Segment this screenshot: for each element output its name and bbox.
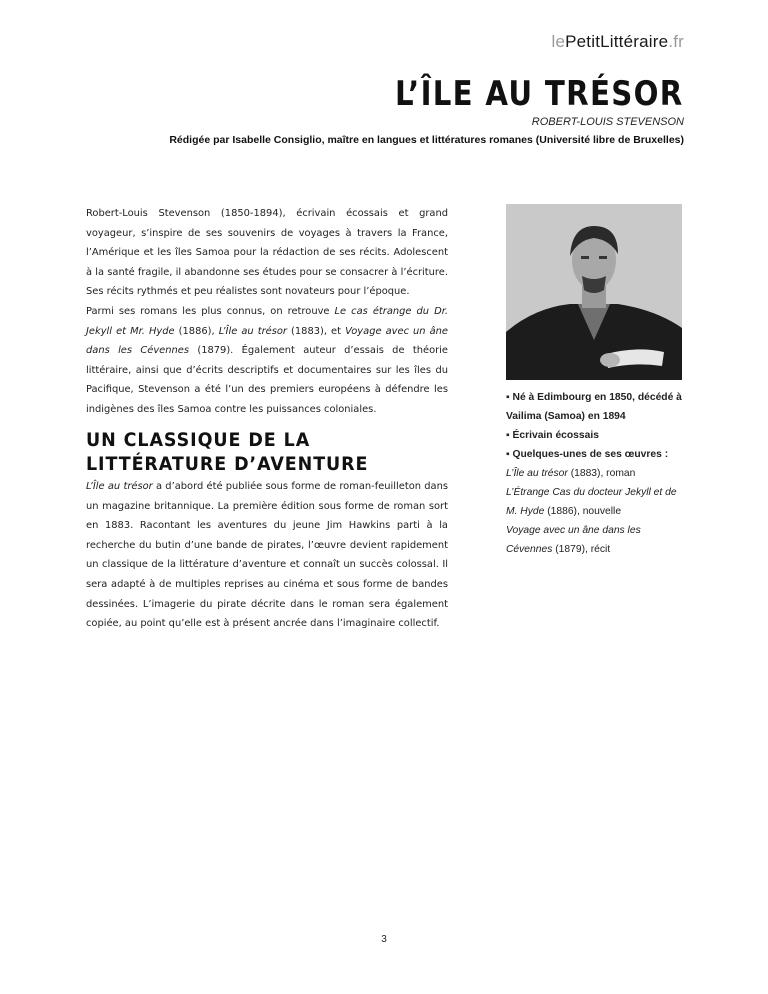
author-facts: [506, 388, 686, 559]
section-paragraph: [86, 477, 448, 634]
author-portrait: [506, 204, 682, 380]
fact-works: [506, 464, 686, 559]
section-heading: UN CLASSIQUE DE LA LITTÉRATURE D’AVENTURE: [86, 429, 369, 475]
logo-le: le: [551, 32, 566, 51]
work-title: L’Île au trésor: [506, 468, 568, 479]
page-title: L’ÎLE AU TRÉSOR: [395, 74, 684, 114]
portrait-illustration: [506, 204, 682, 380]
page-number: 3: [381, 934, 387, 945]
work-title: L’Étrange Cas du docteur Jekyll et de M. Hyde: [506, 487, 677, 517]
book-title-ile: L’Île au trésor: [86, 481, 153, 492]
book-title-voyage: Voyage avec un âne dans les Cévennes: [86, 325, 449, 357]
text-run: Parmi ses romans les plus connus, on retrouve: [86, 306, 335, 317]
book-title-ile: L’Île au trésor: [218, 325, 287, 337]
fact-works-heading: ▪ Quelques-unes de ses œuvres :: [506, 449, 669, 460]
text-run: a d’abord été publiée sous forme de roman-feuilleton dans un magazine britannique. La première édition sous forme de roman sort en 1883. Racontant les aventures du jeune Jim Hawkins parti à la recherche du butin d’une bande de pirates, l’œuvre devient rapidement un classique de la littérature d’aventure et connaît un succès colossal. Il sera adapté à de multiples reprises au cinéma et sous forme de bandes dessinées. L’imagerie du pirate décrite dans le roman sera également copiée, au point qu’elle est à présent ancrée dans l’imaginaire collectif.: [86, 481, 448, 630]
work-detail: (1886), nouvelle: [544, 506, 622, 517]
intro-paragraph-1: Robert-Louis Stevenson (1850-1894), écrivain écossais et grand voyageur, s’inspire de ses souvenirs de voyages à travers la France, l’Amérique et les îles Samoa pour la rédaction de ses récits. Adolescent à la santé fragile, il abandonne ses études pour se consacrer à l’écriture. Ses récits rythmés et peu réalistes sont novateurs pour l’époque.: [86, 208, 448, 298]
work-title: Voyage avec un âne dans les Cévennes: [506, 525, 641, 555]
redaction-credit: Rédigée par Isabelle Consiglio, maître en langues et littératures romanes (Université libre de Bruxelles): [169, 134, 684, 146]
book-title-jekyll: Le cas étrange du Dr. Jekyll et Mr. Hyde: [86, 306, 449, 337]
text-run: (1883), et: [286, 325, 346, 337]
work-detail: (1883), roman: [567, 468, 636, 479]
fact-nationality: ▪ Écrivain écossais: [506, 430, 599, 441]
site-logo: [551, 32, 684, 52]
fact-birth-death: ▪ Né à Edimbourg en 1850, décédé à Vailima (Samoa) en 1894: [506, 392, 682, 422]
logo-fr: .fr: [668, 32, 684, 51]
logo-petit-litteraire: PetitLittéraire: [565, 32, 669, 51]
intro-paragraph-2: [86, 302, 448, 420]
text-run: (1886),: [174, 325, 219, 337]
work-detail: (1879), récit: [552, 544, 611, 555]
author-name: ROBERT-LOUIS STEVENSON: [531, 116, 684, 128]
text-run: (1879). Également auteur d’essais de théorie littéraire, ainsi que d’écrits descriptifs et documentaires sur les îles du Pacifique, Stevenson a été l’un des premiers européens à défendre les indigènes des îles Samoa contre les puissances coloniales.: [86, 345, 448, 415]
